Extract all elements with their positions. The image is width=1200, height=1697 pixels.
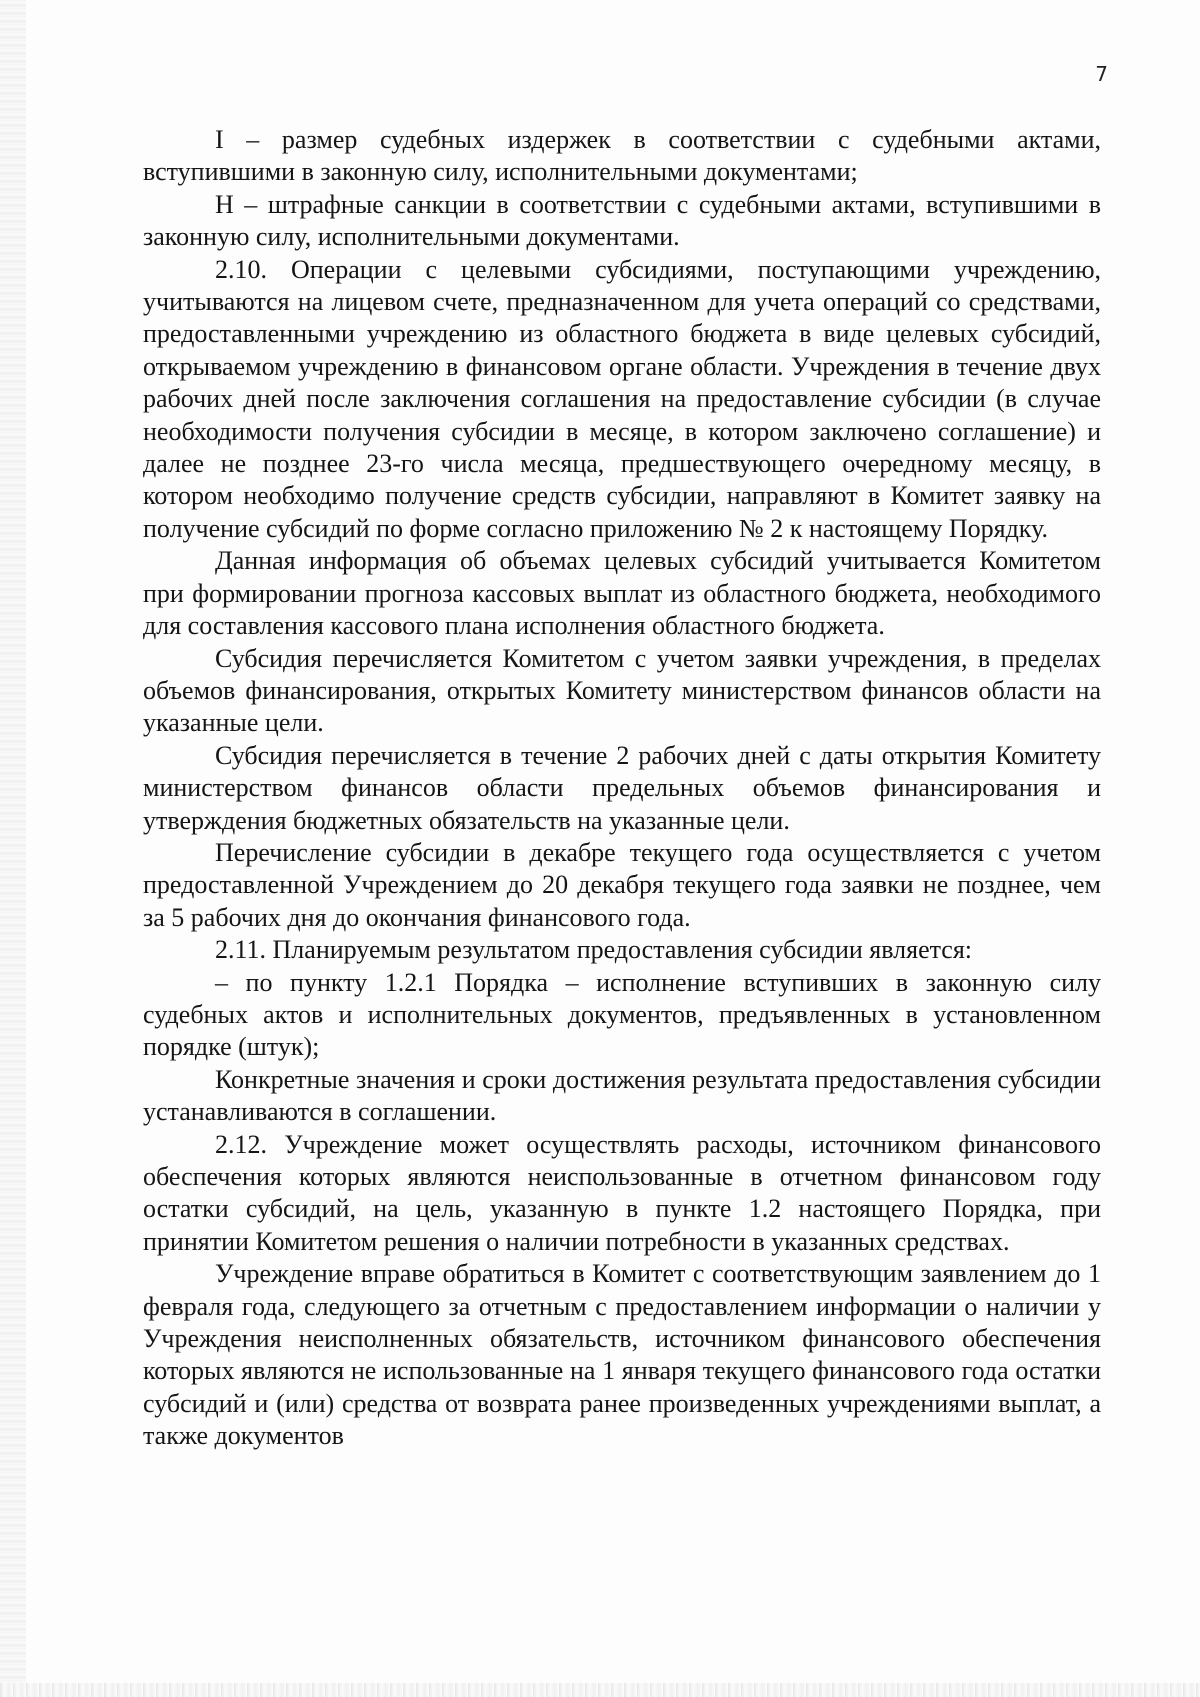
paragraph: 2.10. Операции с целевыми субсидиями, поступающими учреждению, учитываются на лицевом счете, предназначенном для учета операций со средствами, предоставленными учреждению из областного бюджета в виде целевых субсидий, открываемом учреждению в финансовом органе области. Учреждения в течение двух рабочих дней после заключения соглашения на предоставление субсидии (в случае необходимости получения субсидии в месяце, в котором заключено соглашение) и далее не позднее 23-го числа месяца, предшествующего очередному месяцу, в котором необходимо получение средств субсидии, направляют в Комитет заявку на получение субсидий по форме согласно приложению № 2 к настоящему Порядку.	[143, 254, 1101, 543]
paragraph: – по пункту 1.2.1 Порядка – исполнение вступивших в законную силу судебных актов и исполнительных документов, предъявленных в установленном порядке (штук);	[143, 967, 1101, 1062]
paragraph: 2.11. Планируемым результатом предоставления субсидии является:	[215, 935, 973, 965]
paragraph: Учреждение вправе обратиться в Комитет с соответствующим заявлением до 1 февраля года, следующего за отчетным с предоставлением информации о наличии у Учреждения неисполненных обязательств, источником финансового обеспечения которых являются не использованные на 1 января текущего финансового года остатки субсидий и (или) средства от возврата ранее произведенных учреждениями выплат, а также документов	[143, 1259, 1101, 1451]
page-number: 7	[1095, 62, 1108, 86]
paragraph: Перечисление субсидии в декабре текущего года осуществляется с учетом предоставленной Учреждением до 20 декабря текущего года заявки не позднее, чем за 5 рабочих дня до окончания финансового года.	[143, 837, 1101, 932]
paragraph: Н – штрафные санкции в соответствии с судебными актами, вступившими в законную силу, исполнительными документами.	[143, 189, 1101, 252]
document-body	[143, 124, 1101, 1453]
paragraph: 2.12. Учреждение может осуществлять расходы, источником финансового обеспечения которых являются неиспользованные в отчетном финансовом году остатки субсидий, на цель, указанную в пункте 1.2 настоящего Порядка, при принятии Комитетом решения о наличии потребности в указанных средствах.	[143, 1129, 1101, 1256]
paragraph: Конкретные значения и сроки достижения результата предоставления субсидии устанавливаются в соглашении.	[143, 1064, 1101, 1127]
paragraph: Данная информация об объемах целевых субсидий учитывается Комитетом при формировании прогноза кассовых выплат из областного бюджета, необходимого для составления кассового плана исполнения областного бюджета.	[143, 546, 1101, 641]
paragraph: I – размер судебных издержек в соответствии с судебными актами, вступившими в законную силу, исполнительными документами;	[143, 125, 1101, 187]
paragraph: Субсидия перечисляется в течение 2 рабочих дней с даты открытия Комитету министерством финансов области предельных объемов финансирования и утверждения бюджетных обязательств на указанные цели.	[143, 740, 1101, 835]
paragraph: Субсидия перечисляется Комитетом с учетом заявки учреждения, в пределах объемов финансирования, открытых Комитету министерством финансов области на указанные цели.	[143, 643, 1101, 738]
scan-edge-left	[0, 0, 26, 1697]
scan-edge-bottom	[0, 1683, 1200, 1697]
